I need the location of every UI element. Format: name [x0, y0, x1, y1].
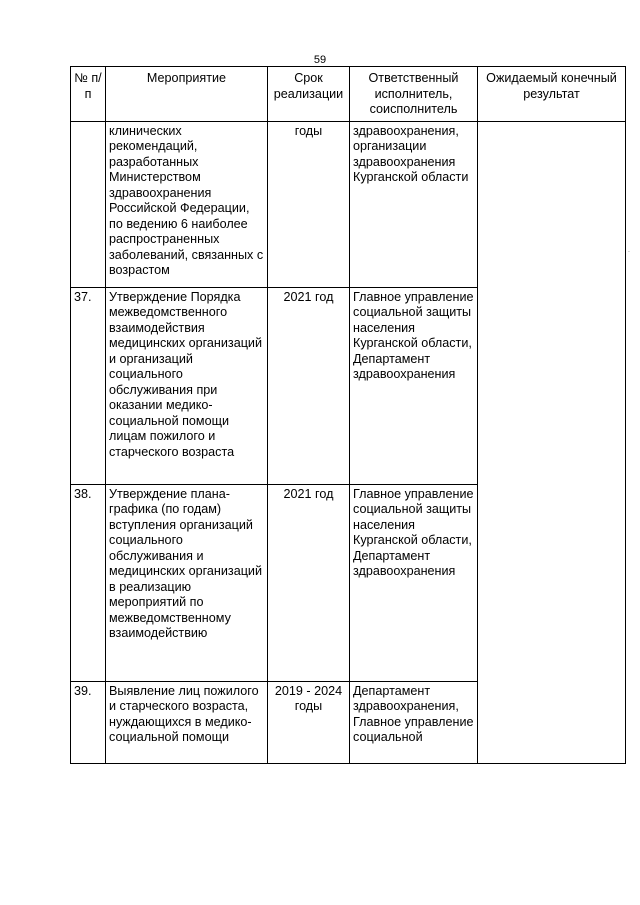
result-cell [478, 121, 626, 763]
scan-mark: ˙ [628, 250, 631, 259]
header-responsible: Ответственный исполнитель, соисполнитель [350, 67, 478, 122]
row-num: 38. [71, 484, 106, 681]
header-num: № п/п [71, 67, 106, 122]
table-row [71, 121, 626, 287]
header-result: Ожидаемый конечный результат [478, 67, 626, 122]
row-activity: Утверждение Порядка межведомственного взаимодействия медицинских организаций и организаций социального обслуживания при оказании медико-социальной помощи лицам пожилого и старческого возраста [106, 287, 268, 484]
row-term: 2021 год [268, 287, 350, 484]
row-num [71, 121, 106, 287]
row-responsible: здравоохранения, организации здравоохранения Курганской области [350, 121, 478, 287]
row-activity: клинических рекомендаций, разработанных Министерством здравоохранения Российской Федерации, по ведению 6 наиболее распространенных заболеваний, связанных с возрастом [106, 121, 268, 287]
table-header-row [71, 67, 626, 122]
activity-table [70, 66, 626, 764]
row-num: 37. [71, 287, 106, 484]
header-term: Срок реализации [268, 67, 350, 122]
row-num: 39. [71, 681, 106, 763]
row-responsible: Департамент здравоохранения, Главное управление социальной [350, 681, 478, 763]
row-activity: Выявление лиц пожилого и старческого возраста, нуждающихся в медико-социальной помощи [106, 681, 268, 763]
row-term: годы [268, 121, 350, 287]
page-number: 59 [313, 54, 327, 66]
row-responsible: Главное управление социальной защиты населения Курганской области, Департамент здравоохранения [350, 287, 478, 484]
row-term: 2021 год [268, 484, 350, 681]
header-activity: Мероприятие [106, 67, 268, 122]
row-activity: Утверждение плана-графика (по годам) вступления организаций социального обслуживания и медицинских организаций в реализацию мероприятий по межведомственному взаимодействию [106, 484, 268, 681]
row-responsible: Главное управление социальной защиты населения Курганской области, Департамент здравоохранения [350, 484, 478, 681]
row-term: 2019 - 2024 годы [268, 681, 350, 763]
